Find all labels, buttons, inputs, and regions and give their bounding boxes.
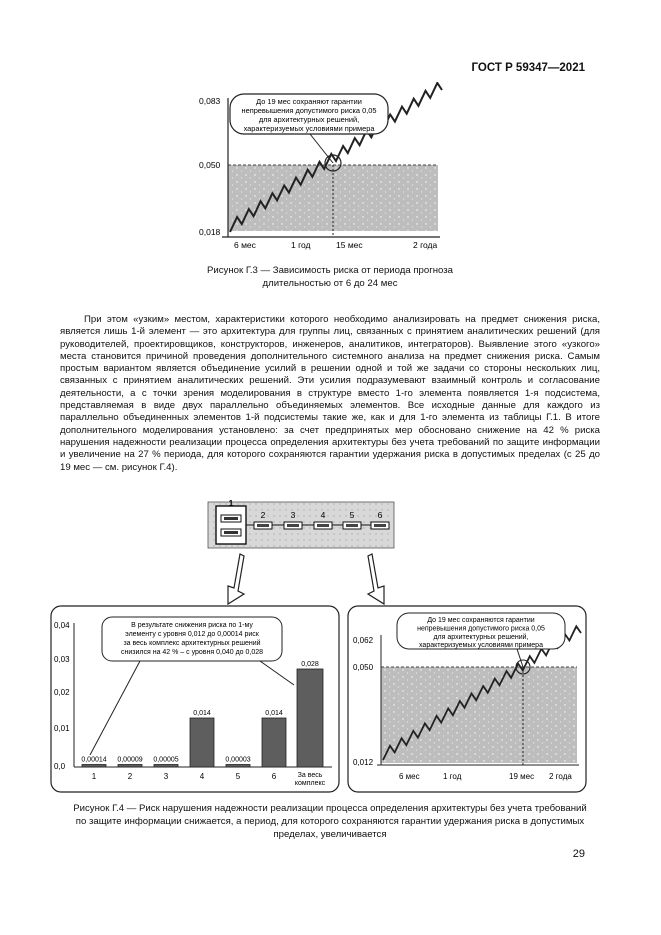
bar-data-label: 0,00005 xyxy=(153,756,179,764)
bar xyxy=(82,765,106,768)
callout-line-2: непревышения допустимого риска 0,05 xyxy=(241,106,377,115)
y-tick: 0,050 xyxy=(199,160,221,170)
element-box-fill xyxy=(317,524,329,527)
element-box-fill xyxy=(346,524,358,527)
category-label: 6 xyxy=(271,772,277,781)
x-tick: 6 мес xyxy=(234,240,256,250)
bar-callout-line-1: В результате снижения риска по 1-му xyxy=(131,622,253,629)
x-tick: 1 год xyxy=(443,772,462,781)
arrow-to-bar-chart xyxy=(228,554,244,604)
paragraph-text: При этом «узким» местом, характеристики которого необходимо анализировать на предмет снижения риска, является лишь 1-й элемент — это архитектура для группы лиц, связанных с принятием аналитических решений (для руководителей, проектировщиков, конструкторов, инженеров, аналитиков, интеграторов). Выявление этого «узкого» места становится причиной проведения дополнительного системного анализа на предмет снижения риска. Самым простым вариантом является объединение усилий в решении одной и той же задачи со стороны нескольких лиц, связанных с принятием аналитических решений. Эти усилия подразумевают взаимный контроль и согласование деятельности, а с точки зрения моделирования в структуре вместо 1-го элемента появляется 1-я подсистема, представляемая в виде двух параллельно объединяемых элементов. Все исходные данные для каждого из параллельно объединенных элементов 1-й подсистемы такие же, как и для 1-го элемента из таблицы Г.1. В итоге дополнительного моделирования установлено: за счет предпринятых мер обосновано снижение на 42 % риска нарушения надежности реализации процесса определения архитектуры без учета требований по защите информации и увеличение на 27 % периода, для которого сохраняются гарантии удержания риска в допустимых пределах (с 25 до 19 мес — см. рисунок Г.4). xyxy=(60,314,600,473)
element-1-frame xyxy=(216,506,246,544)
callout-line-1: До 19 мес сохраняют гарантии xyxy=(256,97,362,106)
y-tick: 0,062 xyxy=(353,636,374,645)
y-tick: 0,0 xyxy=(54,762,66,771)
arrow-to-line-chart xyxy=(368,554,384,604)
category-label: 3 xyxy=(163,772,169,781)
category-label: За весь xyxy=(297,772,323,779)
bar-data-label: 0,00014 xyxy=(81,756,107,764)
element-label: 3 xyxy=(290,510,296,520)
caption-line: по защите информации снижается, а период, для которого сохраняются гарантии удержания риска в допустимых xyxy=(75,816,585,827)
body-paragraph xyxy=(60,314,600,474)
element-label: 5 xyxy=(349,510,355,520)
element-box-fill xyxy=(257,524,269,527)
element-label: 4 xyxy=(320,510,326,520)
bar xyxy=(118,765,142,768)
category-label: комплекс xyxy=(294,780,326,787)
bar xyxy=(297,669,323,767)
callout-line-3: для архитектурных решений, xyxy=(258,115,360,124)
page-number: 29 xyxy=(572,848,585,860)
callout-line-4: характеризуемых условиями примера xyxy=(243,124,375,133)
bar xyxy=(190,718,214,767)
callout-pointer xyxy=(310,134,333,163)
category-label: 1 xyxy=(91,772,97,781)
figure-g3-caption xyxy=(60,264,600,290)
caption-line: Рисунок Г.3 — Зависимость риска от периода прогноза xyxy=(207,265,453,276)
bar-callout-line-2: элементу с уровня 0,012 до 0,00014 риск xyxy=(125,631,259,638)
element-1-label: 1 xyxy=(228,498,234,508)
y-tick: 0,03 xyxy=(54,655,70,664)
caption-line: Рисунок Г.4 — Риск нарушения надежности реализации процесса определения архитектуры без учета требований xyxy=(73,803,587,814)
category-label: 5 xyxy=(235,772,241,781)
figure-g4-bar-chart xyxy=(50,605,340,793)
caption-line: пределах, увеличивается xyxy=(273,829,387,840)
figure-g4-structure xyxy=(200,496,400,608)
y-tick: 0,04 xyxy=(54,621,70,630)
x-tick: 2 года xyxy=(549,772,572,781)
figure-g3-chart xyxy=(190,82,460,254)
bar-callout-line-4: снизился на 42 % – с уровня 0,040 до 0,028 xyxy=(120,649,264,656)
standard-number: ГОСТ Р 59347—2021 xyxy=(471,62,585,74)
bar-data-label: 0,00003 xyxy=(225,756,251,764)
y-tick: 0,050 xyxy=(353,663,374,672)
y-tick: 0,01 xyxy=(54,724,70,733)
x-tick: 1 год xyxy=(291,240,311,250)
element-box-fill xyxy=(374,524,386,527)
bar xyxy=(226,765,250,768)
bar-data-label: 0,028 xyxy=(301,661,319,668)
line-callout-line-1: До 19 мес сохраняются гарантии xyxy=(427,617,535,624)
x-tick: 6 мес xyxy=(399,772,420,781)
figure-g4-caption xyxy=(50,802,610,841)
bar-data-label: 0,014 xyxy=(265,710,283,717)
x-tick: 15 мес xyxy=(336,240,363,250)
bar xyxy=(262,718,286,767)
y-tick: 0,083 xyxy=(199,96,221,106)
element-label: 2 xyxy=(260,510,266,520)
x-tick: 2 года xyxy=(413,240,438,250)
bar-data-label: 0,00009 xyxy=(117,756,143,764)
element-box-fill xyxy=(287,524,299,527)
y-tick: 0,012 xyxy=(353,758,374,767)
bar xyxy=(154,765,178,768)
line-callout-line-4: характеризуемых условиями примера xyxy=(419,642,543,649)
bar-data-label: 0,014 xyxy=(193,710,211,717)
category-label: 2 xyxy=(127,772,133,781)
element-1-sub-a-fill xyxy=(224,517,238,520)
y-tick: 0,018 xyxy=(199,227,221,237)
risk-zone xyxy=(381,667,577,763)
element-label: 6 xyxy=(377,510,383,520)
bar-callout-line-3: за весь комплекс архитектурных решений xyxy=(123,640,261,647)
caption-line: длительностью от 6 до 24 мес xyxy=(262,278,398,289)
line-callout-line-2: непревышения допустимого риска 0,05 xyxy=(417,625,545,633)
x-tick: 19 мес xyxy=(509,772,535,781)
figure-g4-line-chart xyxy=(347,605,587,793)
category-label: 4 xyxy=(199,772,205,781)
line-callout-line-3: для архитектурных решений, xyxy=(433,634,529,641)
y-tick: 0,02 xyxy=(54,688,70,697)
element-1-sub-b-fill xyxy=(224,531,238,534)
